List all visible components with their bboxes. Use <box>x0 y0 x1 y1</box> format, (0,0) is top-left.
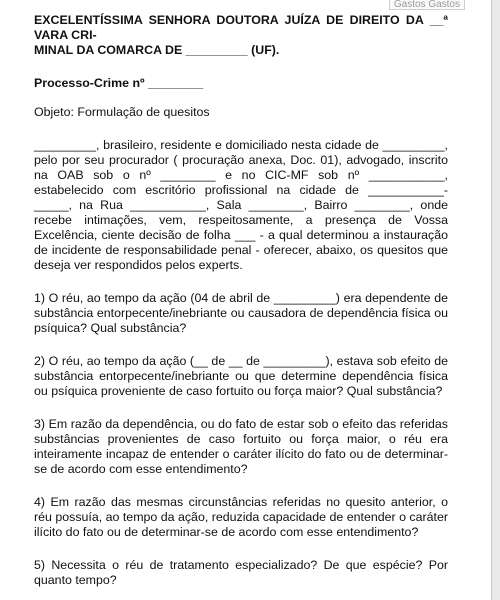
intro-paragraph: _________, brasileiro, residente e domiciliado nesta cidade de _________, pelo por seu procurador ( procuração anexa, Doc. 01), advogado, inscrito na OAB sob o nº ________ e no CIC-MF sob nº ___________, estabelecido com escritório profissional na cidade de ___________- _____, na Rua ___________, Sala ________, Bairro ________, onde recebe intimações, vem, respeitosamente, a presença de Vossa Excelência, ciente decisão de folha ___ - a qual determinou a instauração de incidente de responsabilidade penal - oferecer, abaixo, os quesitos que deseja ver respondidos pelos experts. <box>34 138 448 272</box>
quesito-5: 5) Necessita o réu de tratamento especializado? De que espécie? Por quanto tempo? <box>34 558 448 587</box>
quesito-2: 2) O réu, ao tempo da ação (__ de __ de _________), estava sob efeito de substância entorpecente/inebriante ou que determine dependência física ou psíquica proveniente de caso fortuito ou força maior? Qual substância? <box>34 354 448 398</box>
heading-line-2: MINAL DA COMARCA DE _________ (UF). <box>34 43 280 57</box>
document-body <box>34 13 448 588</box>
quesito-1: 1) O réu, ao tempo da ação (04 de abril de _________) era dependente de substância entorpecente/inebriante ou causadora de dependência física ou psíquica? Qual substância? <box>34 291 448 335</box>
quesito-3: 3) Em razão da dependência, ou do fato de estar sob o efeito das referidas substâncias provenientes de caso fortuito ou força maior, o réu era inteiramente incapaz de entender o caráter ilícito do fato ou de determinar-se de acordo com esse entendimento? <box>34 417 448 476</box>
objeto-line: Objeto: Formulação de quesitos <box>34 105 210 119</box>
heading-line-1: EXCELENTÍSSIMA SENHORA DOUTORA JUÍZA DE DIREITO DA __ª VARA CRI- <box>34 13 448 42</box>
processo-line: Processo-Crime nº ________ <box>34 76 204 90</box>
cropped-header-text: Gastos Gastos <box>389 0 465 10</box>
quesito-4: 4) Em razão das mesmas circunstâncias referidas no quesito anterior, o réu possuía, ao tempo da ação, reduzida capacidade de entender o caráter ilícito do fato ou de determinar-se de acordo com esse entendimento? <box>34 495 448 539</box>
